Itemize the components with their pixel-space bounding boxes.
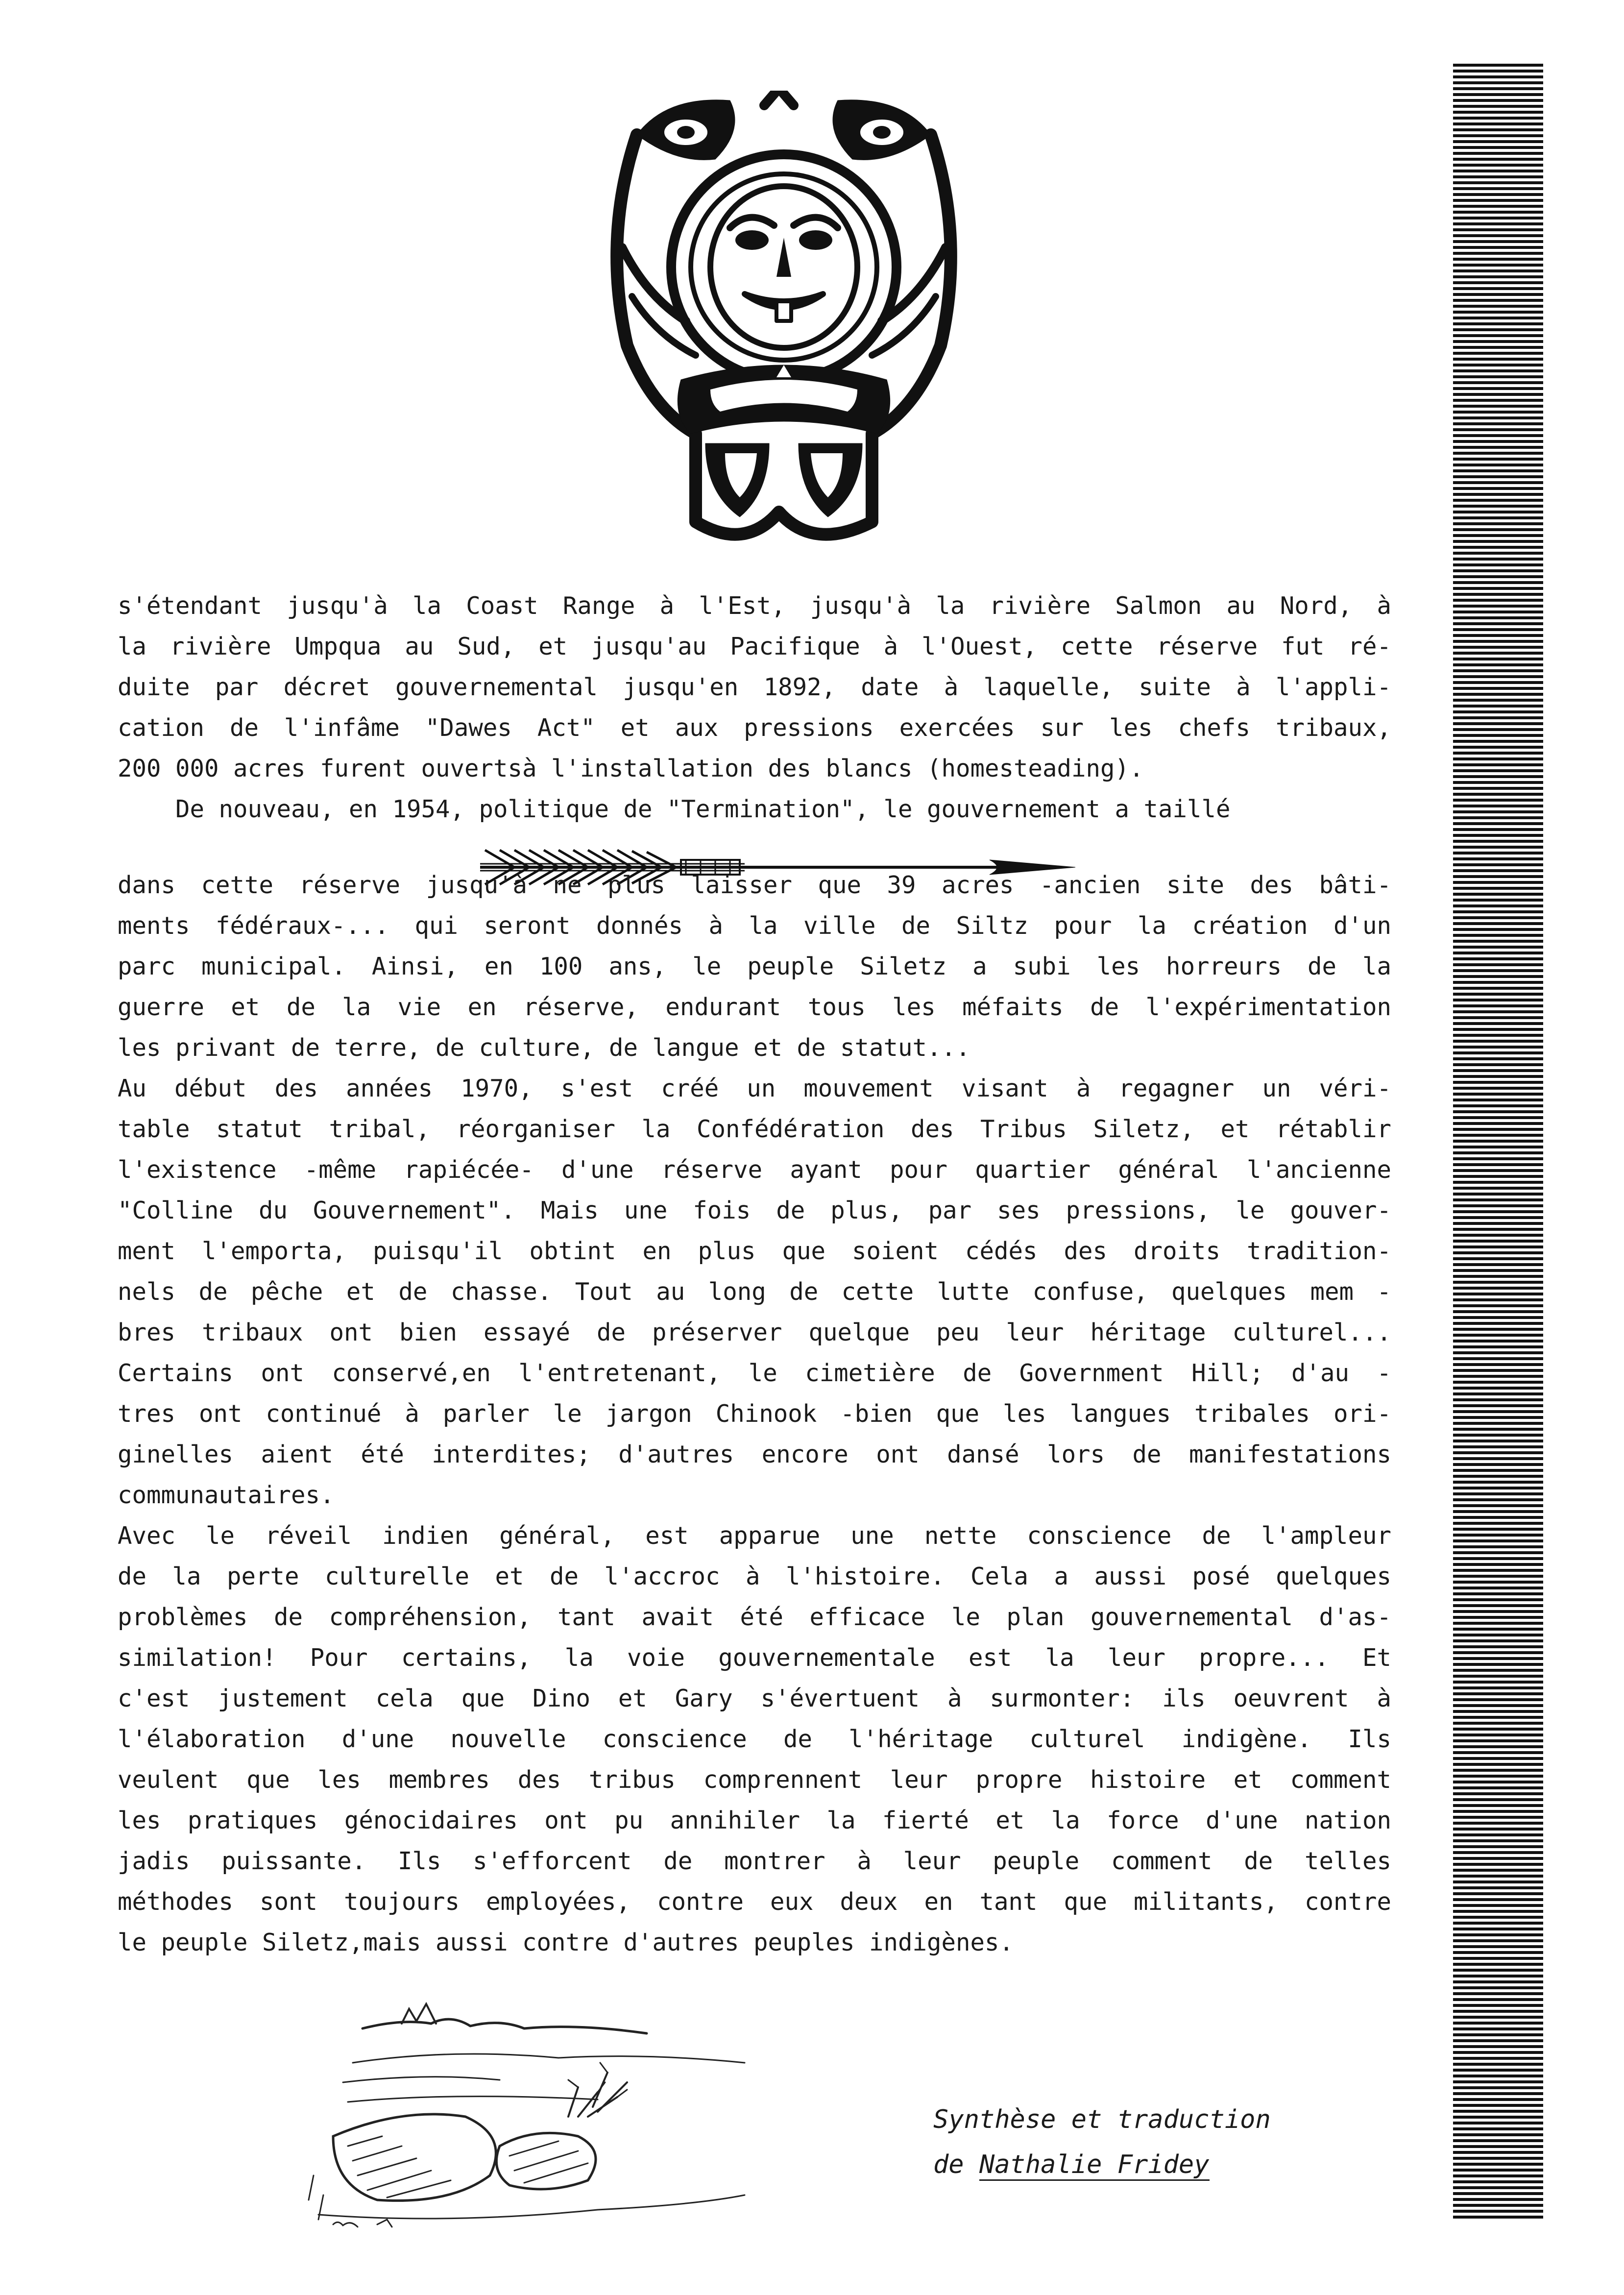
- text-line: table statut tribal, réorganiser la Confédération des Tribus Siletz, et rétablir: [118, 1115, 1391, 1143]
- text-line: "Colline du Gouvernement". Mais une fois de plus, par ses pressions, le gouver-: [118, 1196, 1391, 1224]
- text-line: nels de pêche et de chasse. Tout au long de cette lutte confuse, quelques mem -: [118, 1278, 1391, 1306]
- text-line: de la perte culturelle et de l'accroc à l'histoire. Cela a aussi posé quelques: [118, 1563, 1391, 1590]
- signature-prefix: de: [933, 2150, 964, 2179]
- text-line: similation! Pour certains, la voie gouvernementale est la leur propre... Et: [118, 1644, 1391, 1672]
- text-line: cation de l'infâme "Dawes Act" et aux pressions exercées sur les chefs tribaux,: [118, 714, 1391, 742]
- signature-line-2: [933, 2142, 1389, 2187]
- text-line: veulent que les membres des tribus comprennent leur propre histoire et comment: [118, 1766, 1391, 1794]
- text-line: problèmes de compréhension, tant avait été efficace le plan gouvernemental d'as-: [118, 1603, 1391, 1631]
- text-line: Au début des années 1970, s'est créé un mouvement visant à regagner un véri-: [118, 1074, 1391, 1102]
- text-line: bres tribaux ont bien essayé de préserver quelque peu leur héritage culturel...: [118, 1318, 1391, 1346]
- text-line: les pratiques génocidaires ont pu annihiler la fierté et la force d'une nation: [118, 1807, 1391, 1834]
- translator-name: Nathalie Fridey: [979, 2150, 1210, 2181]
- text-line: ginelles aient été interdites; d'autres encore ont dansé lors de manifestations: [118, 1440, 1391, 1468]
- text-block-main: [118, 865, 1391, 1963]
- text-line: parc municipal. Ainsi, en 100 ans, le peuple Siletz a subi les horreurs de la: [118, 952, 1391, 980]
- signature-block: [933, 2097, 1389, 2187]
- text-block-top: [118, 586, 1391, 830]
- text-line: l'élaboration d'une nouvelle conscience de l'héritage culturel indigène. Ils: [118, 1725, 1391, 1753]
- text-line: Certains ont conservé,en l'entretenant, le cimetière de Government Hill; d'au -: [118, 1359, 1391, 1387]
- text-line: jadis puissante. Ils s'efforcent de montrer à leur peuple comment de telles: [118, 1847, 1391, 1875]
- totem-emblem-icon: [583, 91, 985, 551]
- text-line: dans cette réserve jusqu'à ne plus laisser que 39 acres -ancien site des bâti-: [118, 871, 1391, 899]
- text-line: les privant de terre, de culture, de langue et de statut...: [118, 1034, 970, 1062]
- text-line: communautaires.: [118, 1481, 335, 1509]
- text-line: s'étendant jusqu'à la Coast Range à l'Est, jusqu'à la rivière Salmon au Nord, à: [118, 592, 1391, 620]
- text-line: ments fédéraux-... qui seront donnés à la ville de Siltz pour la création d'un: [118, 912, 1391, 940]
- text-line: c'est justement cela que Dino et Gary s'évertuent à surmonter: ils oeuvrent à: [118, 1685, 1391, 1712]
- text-line: méthodes sont toujours employées, contre eux deux en tant que militants, contre: [118, 1888, 1391, 1916]
- signature-line-1: Synthèse et traduction: [933, 2105, 1271, 2134]
- text-line: la rivière Umpqua au Sud, et jusqu'au Pacifique à l'Ouest, cette réserve fut ré-: [118, 633, 1391, 660]
- text-line: ment l'emporta, puisqu'il obtint en plus que soient cédés des droits tradition-: [118, 1237, 1391, 1265]
- text-line: l'existence -même rapiécée- d'une réserve ayant pour quartier général l'ancienne: [118, 1156, 1391, 1184]
- striped-side-bar: [1453, 64, 1543, 2220]
- text-line: tres ont continué à parler le jargon Chinook -bien que les langues tribales ori-: [118, 1400, 1391, 1428]
- text-line: duite par décret gouvernemental jusqu'en 1892, date à laquelle, suite à l'appli-: [118, 673, 1391, 701]
- text-line: De nouveau, en 1954, politique de "Termination", le gouvernement a taillé: [118, 795, 1231, 823]
- text-line: Avec le réveil indien général, est apparue une nette conscience de l'ampleur: [118, 1522, 1391, 1550]
- text-line: guerre et de la vie en réserve, endurant tous les méfaits de l'expérimentation: [118, 993, 1391, 1021]
- text-line: 200 000 acres furent ouvertsà l'installation des blancs (homesteading).: [118, 755, 1144, 782]
- landscape-sketch-icon: [304, 1989, 950, 2234]
- text-line: le peuple Siletz,mais aussi contre d'autres peuples indigènes.: [118, 1929, 1014, 1956]
